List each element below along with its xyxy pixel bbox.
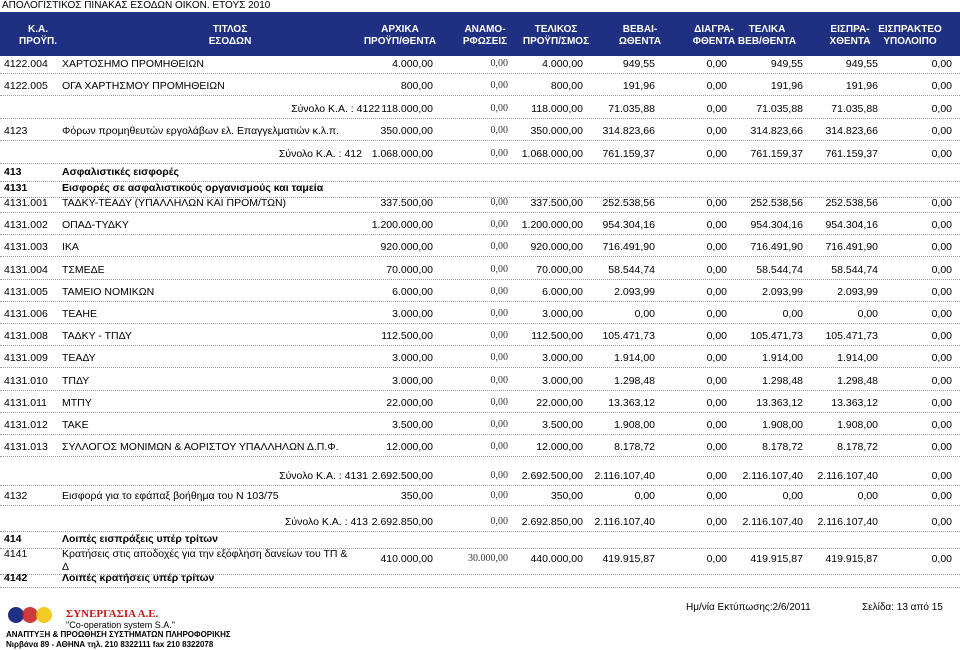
- value-cell: 0,00: [931, 125, 952, 137]
- value-cell: 337.500,00: [530, 197, 583, 209]
- row-divider: [0, 234, 960, 235]
- value-cell: 0,00: [931, 397, 952, 409]
- value-cell: 13.363,12: [831, 397, 878, 409]
- account-description: ΤΕΑΗΕ: [62, 308, 98, 320]
- account-description: ΙΚΑ: [62, 241, 79, 253]
- value-cell: 0,00: [490, 397, 508, 408]
- value-cell: 1.908,00: [614, 419, 655, 431]
- value-cell: 337.500,00: [380, 197, 433, 209]
- value-cell: 0,00: [706, 419, 727, 431]
- section-heading-row: [0, 572, 960, 586]
- value-cell: 0,00: [706, 219, 727, 231]
- value-cell: 0,00: [931, 197, 952, 209]
- value-cell: 0,00: [931, 352, 952, 364]
- header-initial: ΑΡΧΙΚΑ ΠΡΟΫΠ/ΘΕΝΤΑ: [363, 24, 437, 47]
- row-divider: [0, 456, 960, 457]
- value-cell: 8.178,72: [762, 441, 803, 453]
- value-cell: 920.000,00: [530, 241, 583, 253]
- value-cell: 0,00: [931, 241, 952, 253]
- row-divider: [0, 434, 960, 435]
- value-cell: 920.000,00: [380, 241, 433, 253]
- row-divider: [0, 279, 960, 280]
- account-code: 4141: [4, 548, 28, 560]
- value-cell: 0,00: [706, 148, 727, 160]
- value-cell: 22.000,00: [386, 397, 433, 409]
- value-cell: 0,00: [490, 286, 508, 297]
- value-cell: 1.068.000,00: [521, 148, 583, 160]
- account-code: 4123: [4, 125, 28, 137]
- value-cell: 0,00: [931, 470, 952, 482]
- value-cell: 0,00: [490, 352, 508, 363]
- value-cell: 419.915,87: [825, 553, 878, 565]
- account-description: Λοιπές κρατήσεις υπέρ τρίτων: [62, 572, 215, 584]
- account-code: 4131.008: [4, 330, 48, 342]
- print-date: Ημ/νία Εκτύπωσης:2/6/2011: [686, 602, 811, 613]
- value-cell: 71.035,88: [608, 103, 655, 115]
- value-cell: 2.116.107,40: [817, 516, 878, 528]
- value-cell: 1.914,00: [614, 352, 655, 364]
- table-row: [0, 419, 960, 433]
- value-cell: 0,00: [857, 490, 878, 502]
- value-cell: 3.500,00: [392, 419, 433, 431]
- subtotal-label: Σύνολο Κ.Α. : 4131: [279, 470, 368, 482]
- value-cell: 2.116.107,40: [817, 470, 878, 482]
- value-cell: 0,00: [706, 397, 727, 409]
- account-description: ΤΑΚΕ: [62, 419, 89, 431]
- value-cell: 191,96: [622, 80, 655, 92]
- value-cell: 0,00: [931, 219, 952, 231]
- value-cell: 1.908,00: [762, 419, 803, 431]
- value-cell: 0,00: [706, 125, 727, 137]
- value-cell: 1.298,48: [762, 375, 803, 387]
- value-cell: 0,00: [931, 80, 952, 92]
- row-divider: [0, 212, 960, 213]
- value-cell: 12.000,00: [536, 441, 583, 453]
- value-cell: 70.000,00: [536, 264, 583, 276]
- account-description: Εισφορά για το εφάπαξ βοήθημα του Ν 103/75: [62, 490, 279, 502]
- value-cell: 105.471,73: [602, 330, 655, 342]
- value-cell: 13.363,12: [608, 397, 655, 409]
- row-divider: [0, 323, 960, 324]
- value-cell: 112.500,00: [381, 330, 433, 342]
- value-cell: 800,00: [400, 80, 433, 92]
- subtotal-row: [0, 516, 960, 530]
- value-cell: 419.915,87: [750, 553, 803, 565]
- value-cell: 0,00: [782, 490, 803, 502]
- value-cell: 0,00: [706, 490, 727, 502]
- value-cell: 0,00: [706, 197, 727, 209]
- value-cell: 2.692.850,00: [371, 516, 433, 528]
- table-row: [0, 241, 960, 255]
- account-description: Εισφορές σε ασφαλιστικούς οργανισμούς και ταμεία: [62, 182, 324, 194]
- value-cell: 0,00: [490, 58, 508, 69]
- row-divider: [0, 412, 960, 413]
- value-cell: 954.304,16: [825, 219, 878, 231]
- value-cell: 252.538,56: [750, 197, 803, 209]
- value-cell: 1.298,48: [614, 375, 655, 387]
- value-cell: 6.000,00: [392, 286, 433, 298]
- value-cell: 112.500,00: [531, 330, 583, 342]
- account-code: 4132: [4, 490, 28, 502]
- value-cell: 118.000,00: [381, 103, 433, 115]
- company-logo-icon: [6, 604, 60, 626]
- table-row: [0, 397, 960, 411]
- value-cell: 0,00: [490, 241, 508, 252]
- value-cell: 3.500,00: [542, 419, 583, 431]
- value-cell: 1.298,48: [837, 375, 878, 387]
- table-row: [0, 219, 960, 233]
- value-cell: 2.116.107,40: [742, 516, 803, 528]
- value-cell: 70.000,00: [386, 264, 433, 276]
- value-cell: 6.000,00: [542, 286, 583, 298]
- company-footer: [6, 600, 231, 649]
- row-divider: [0, 367, 960, 368]
- header-final: ΤΕΛΙΚΟΣ ΠΡΟΫΠ/ΣΜΟΣ: [522, 24, 590, 47]
- header-code: Κ.Α. ΠΡΟΫΠ.: [18, 24, 58, 47]
- value-cell: 0,00: [490, 490, 508, 501]
- value-cell: 3.000,00: [542, 375, 583, 387]
- table-row: [0, 286, 960, 300]
- value-cell: 1.914,00: [762, 352, 803, 364]
- page-number: Σελίδα: 13 από 15: [862, 602, 943, 613]
- subtotal-row: [0, 470, 960, 484]
- value-cell: 0,00: [490, 80, 508, 91]
- section-heading-row: [0, 533, 960, 547]
- table-row: [0, 490, 960, 504]
- value-cell: 0,00: [490, 516, 508, 527]
- value-cell: 1.068.000,00: [371, 148, 433, 160]
- account-code: 4122.005: [4, 80, 48, 92]
- account-description: ΣΥΛΛΟΓΟΣ ΜΟΝΙΜΩΝ & ΑΟΡΙΣΤΟΥ ΥΠΑΛΛΗΛΩΝ Δ.Π.Φ.: [62, 441, 339, 453]
- value-cell: 2.116.107,40: [742, 470, 803, 482]
- value-cell: 2.093,99: [614, 286, 655, 298]
- value-cell: 3.000,00: [392, 352, 433, 364]
- account-description-continued: Δ: [62, 561, 70, 573]
- header-final-cert: ΤΕΛΙΚΑ ΒΕΒ/ΘΕΝΤΑ: [737, 24, 797, 47]
- value-cell: 350.000,00: [380, 125, 433, 137]
- row-divider: [0, 345, 960, 346]
- value-cell: 761.159,37: [602, 148, 655, 160]
- value-cell: 58.544,74: [831, 264, 878, 276]
- account-description: ΤΕΑΔΥ: [62, 352, 96, 364]
- header-certified: ΒΕΒΑΙ- ΩΘΕΝΤΑ: [618, 24, 662, 47]
- row-divider: [0, 390, 960, 391]
- value-cell: 0,00: [706, 308, 727, 320]
- value-cell: 0,00: [931, 148, 952, 160]
- value-cell: 2.116.107,40: [594, 470, 655, 482]
- row-divider: [0, 587, 960, 588]
- value-cell: 0,00: [706, 103, 727, 115]
- value-cell: 761.159,37: [750, 148, 803, 160]
- value-cell: 8.178,72: [837, 441, 878, 453]
- row-divider: [0, 140, 960, 141]
- value-cell: 0,00: [931, 441, 952, 453]
- value-cell: 22.000,00: [536, 397, 583, 409]
- subtotal-label: Σύνολο Κ.Α. : 413: [284, 516, 368, 528]
- value-cell: 0,00: [490, 375, 508, 386]
- account-code: 4131.013: [4, 441, 48, 453]
- value-cell: 949,55: [770, 58, 803, 70]
- value-cell: 0,00: [931, 103, 952, 115]
- header-changes: ΑΝΑΜΟ- ΡΦΩΣΕΙΣ: [462, 24, 508, 47]
- value-cell: 0,00: [634, 490, 655, 502]
- account-description: ΤΑΔΚΥ-ΤΕΑΔΥ (ΥΠΑΛΛΗΛΩΝ ΚΑΙ ΠΡΟΜ/ΤΩΝ): [62, 197, 287, 209]
- value-cell: 954.304,16: [602, 219, 655, 231]
- subtotal-row: [0, 103, 960, 117]
- value-cell: 2.692.850,00: [521, 516, 583, 528]
- account-description: ΤΠΔΥ: [62, 375, 90, 387]
- value-cell: 252.538,56: [825, 197, 878, 209]
- value-cell: 0,00: [490, 470, 508, 481]
- value-cell: 419.915,87: [602, 553, 655, 565]
- value-cell: 1.914,00: [837, 352, 878, 364]
- value-cell: 30.000,00: [468, 553, 508, 564]
- header-deleted: ΔΙΑΓΡΑ- ΦΘΕΝΤΑ: [692, 24, 736, 47]
- value-cell: 8.178,72: [614, 441, 655, 453]
- value-cell: 1.200.000,00: [521, 219, 583, 231]
- value-cell: 0,00: [706, 58, 727, 70]
- value-cell: 350,00: [550, 490, 583, 502]
- value-cell: 0,00: [490, 441, 508, 452]
- company-tagline: "Co-operation system S.A.": [66, 620, 175, 630]
- value-cell: 954.304,16: [750, 219, 803, 231]
- account-code: 4131.012: [4, 419, 48, 431]
- account-description: ΤΑΜΕΙΟ ΝΟΜΙΚΩΝ: [62, 286, 155, 298]
- report-title-bar: [0, 0, 960, 12]
- value-cell: 0,00: [706, 470, 727, 482]
- value-cell: 0,00: [931, 286, 952, 298]
- account-code: 4131.011: [4, 397, 48, 409]
- account-code: 413: [4, 166, 22, 178]
- header-title: ΤΙΤΛΟΣ ΕΣΟΔΩΝ: [208, 24, 252, 47]
- account-description: ΜΤΠΥ: [62, 397, 92, 409]
- value-cell: 2.692.500,00: [521, 470, 583, 482]
- table-row: [0, 264, 960, 278]
- row-divider: [0, 95, 960, 96]
- value-cell: 2.093,99: [837, 286, 878, 298]
- row-divider: [0, 485, 960, 486]
- value-cell: 0,00: [706, 286, 727, 298]
- value-cell: 0,00: [931, 58, 952, 70]
- value-cell: 0,00: [490, 264, 508, 275]
- value-cell: 0,00: [706, 264, 727, 276]
- account-code: 4122.004: [4, 58, 48, 70]
- account-description: ΟΓΑ ΧΑΡΤΗΣΜΟΥ ΠΡΟΜΗΘΕΙΩΝ: [62, 80, 225, 92]
- account-code: 4131.006: [4, 308, 48, 320]
- account-description: ΟΠΑΔ-ΤΥΔΚΥ: [62, 219, 129, 231]
- header-collected: ΕΙΣΠΡΑ- ΧΘΕΝΤΑ: [829, 24, 871, 47]
- value-cell: 4.000,00: [392, 58, 433, 70]
- value-cell: 58.544,74: [608, 264, 655, 276]
- account-description: ΧΑΡΤΟΣΗΜΟ ΠΡΟΜΗΘΕΙΩΝ: [62, 58, 204, 70]
- account-code: 4131.005: [4, 286, 48, 298]
- value-cell: 0,00: [706, 241, 727, 253]
- value-cell: 761.159,37: [825, 148, 878, 160]
- row-divider: [0, 118, 960, 119]
- subtotal-row: [0, 148, 960, 162]
- row-divider: [0, 163, 960, 164]
- value-cell: 71.035,88: [756, 103, 803, 115]
- table-row: [0, 197, 960, 211]
- value-cell: 105.471,73: [825, 330, 878, 342]
- value-cell: 0,00: [490, 419, 508, 430]
- value-cell: 0,00: [706, 352, 727, 364]
- value-cell: 0,00: [931, 419, 952, 431]
- header-remaining: ΕΙΣΠΡΑΚΤΕΟ ΥΠΟΛΟΙΠΟ: [878, 24, 942, 47]
- value-cell: 0,00: [490, 103, 508, 114]
- row-divider: [0, 301, 960, 302]
- account-code: 4131: [4, 182, 28, 194]
- account-description: Λοιπές εισπράξεις υπέρ τρίτων: [62, 533, 219, 545]
- account-code: 4142: [4, 572, 28, 584]
- value-cell: 58.544,74: [756, 264, 803, 276]
- table-header: [0, 12, 960, 56]
- value-cell: 0,00: [706, 80, 727, 92]
- value-cell: 350,00: [400, 490, 433, 502]
- value-cell: 0,00: [490, 330, 508, 341]
- value-cell: 0,00: [931, 490, 952, 502]
- row-divider: [0, 73, 960, 74]
- value-cell: 0,00: [706, 441, 727, 453]
- value-cell: 4.000,00: [542, 58, 583, 70]
- value-cell: 0,00: [931, 516, 952, 528]
- value-cell: 2.692.500,00: [371, 470, 433, 482]
- value-cell: 0,00: [706, 375, 727, 387]
- account-description: Φόρων προμηθευτών εργολάβων ελ. Επαγγελματιών κ.λ.π.: [62, 125, 340, 137]
- account-description: ΤΑΔΚΥ - ΤΠΔΥ: [62, 330, 132, 342]
- table-row: [0, 125, 960, 139]
- value-cell: 0,00: [490, 125, 508, 136]
- value-cell: 1.908,00: [837, 419, 878, 431]
- account-code: 414: [4, 533, 22, 545]
- row-divider: [0, 531, 960, 532]
- value-cell: 2.093,99: [762, 286, 803, 298]
- value-cell: 0,00: [931, 375, 952, 387]
- value-cell: 13.363,12: [756, 397, 803, 409]
- value-cell: 0,00: [706, 330, 727, 342]
- value-cell: 0,00: [490, 308, 508, 319]
- company-line1: ΑΝΑΠΤΥΞΗ & ΠΡΟΩΘΗΣΗ ΣΥΣΤΗΜΑΤΩΝ ΠΛΗΡΟΦΟΡΙΚΗΣ: [6, 630, 231, 639]
- value-cell: 350.000,00: [530, 125, 583, 137]
- value-cell: 105.471,73: [750, 330, 803, 342]
- account-code: 4131.009: [4, 352, 48, 364]
- row-divider: [0, 256, 960, 257]
- value-cell: 0,00: [706, 516, 727, 528]
- section-heading-row: [0, 166, 960, 180]
- report-title: ΑΠΟΛΟΓΙΣΤΙΚΟΣ ΠΙΝΑΚΑΣ ΕΣΟΔΩΝ ΟΙΚΟΝ. ΕΤΟΥΣ 2010: [2, 0, 271, 11]
- value-cell: 3.000,00: [542, 352, 583, 364]
- account-code: 4131.010: [4, 375, 48, 387]
- account-description: Κρατήσεις στις αποδοχές για την εξόφληση δανείων του ΤΠ &: [62, 548, 348, 560]
- account-code: 4131.001: [4, 197, 48, 209]
- value-cell: 0,00: [931, 308, 952, 320]
- section-heading-row: [0, 182, 960, 196]
- table-row: [0, 441, 960, 455]
- value-cell: 191,96: [845, 80, 878, 92]
- account-code: 4131.003: [4, 241, 48, 253]
- row-divider: [0, 505, 960, 506]
- table-row: [0, 548, 960, 573]
- value-cell: 716.491,90: [750, 241, 803, 253]
- company-line2: Νιρβάνα 89 - ΑΘΗΝΑ τηλ. 210 8322111 fax 210 8322078: [6, 640, 214, 649]
- value-cell: 0,00: [931, 330, 952, 342]
- value-cell: 1.200.000,00: [371, 219, 433, 231]
- account-description: Ασφαλιστικές εισφορές: [62, 166, 179, 178]
- value-cell: 2.116.107,40: [594, 516, 655, 528]
- value-cell: 0,00: [490, 219, 508, 230]
- table-row: [0, 308, 960, 322]
- value-cell: 0,00: [857, 308, 878, 320]
- subtotal-label: Σύνολο Κ.Α. : 4122: [291, 103, 380, 115]
- value-cell: 3.000,00: [542, 308, 583, 320]
- value-cell: 0,00: [490, 148, 508, 159]
- account-description: ΤΣΜΕΔΕ: [62, 264, 105, 276]
- table-row: [0, 375, 960, 389]
- subtotal-label: Σύνολο Κ.Α. : 412: [278, 148, 362, 160]
- value-cell: 0,00: [782, 308, 803, 320]
- table-row: [0, 330, 960, 344]
- value-cell: 410.000,00: [380, 553, 433, 565]
- table-row: [0, 58, 960, 72]
- value-cell: 314.823,66: [602, 125, 655, 137]
- table-row: [0, 352, 960, 366]
- account-code: 4131.002: [4, 219, 48, 231]
- value-cell: 0,00: [706, 553, 727, 565]
- value-cell: 800,00: [550, 80, 583, 92]
- value-cell: 0,00: [490, 197, 508, 208]
- value-cell: 3.000,00: [392, 308, 433, 320]
- value-cell: 440.000,00: [530, 553, 583, 565]
- company-name: ΣΥΝΕΡΓΑΣΙΑ Α.Ε.: [66, 608, 159, 620]
- value-cell: 949,55: [845, 58, 878, 70]
- value-cell: 118.000,00: [531, 103, 583, 115]
- table-row: [0, 80, 960, 94]
- value-cell: 314.823,66: [825, 125, 878, 137]
- value-cell: 314.823,66: [750, 125, 803, 137]
- value-cell: 949,55: [622, 58, 655, 70]
- value-cell: 716.491,90: [825, 241, 878, 253]
- value-cell: 0,00: [931, 553, 952, 565]
- account-code: 4131.004: [4, 264, 48, 276]
- value-cell: 12.000,00: [386, 441, 433, 453]
- value-cell: 3.000,00: [392, 375, 433, 387]
- value-cell: 716.491,90: [602, 241, 655, 253]
- value-cell: 0,00: [931, 264, 952, 276]
- value-cell: 191,96: [770, 80, 803, 92]
- value-cell: 252.538,56: [602, 197, 655, 209]
- value-cell: 0,00: [634, 308, 655, 320]
- value-cell: 71.035,88: [831, 103, 878, 115]
